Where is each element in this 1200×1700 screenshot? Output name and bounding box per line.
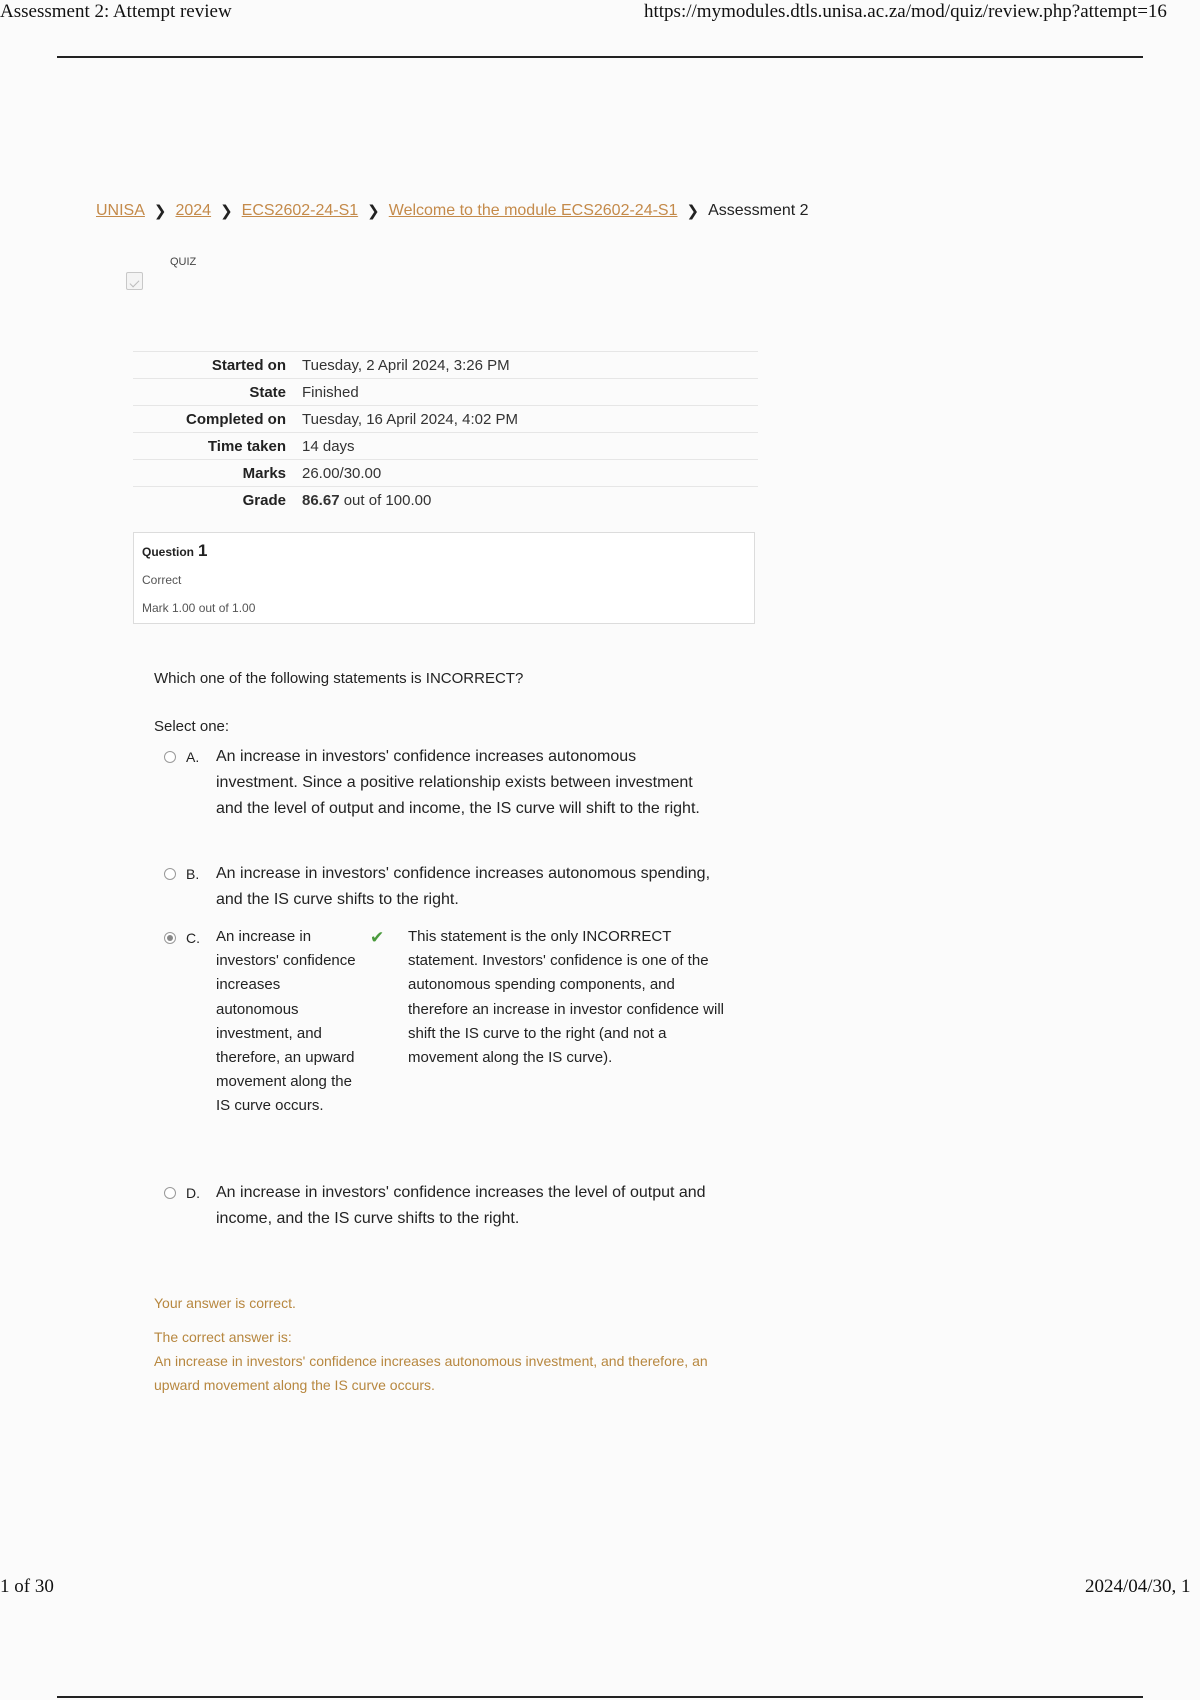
breadcrumb-link-year[interactable]: 2024: [175, 202, 212, 219]
breadcrumb-link-course[interactable]: ECS2602-24-S1: [241, 202, 359, 219]
question-text: Which one of the following statements is INCORRECT?: [154, 670, 524, 687]
question-state: Correct: [142, 573, 182, 587]
option-letter: D.: [186, 1185, 200, 1201]
summary-label: State: [133, 379, 286, 406]
print-header-url: https://mymodules.dtls.unisa.ac.za/mod/quiz/review.php?attempt=16: [644, 1, 1167, 22]
summary-value: 14 days: [286, 433, 758, 460]
radio-button[interactable]: [164, 751, 176, 763]
quiz-icon: [126, 272, 143, 290]
checkmark-icon: ✔: [370, 928, 385, 947]
summary-row: [133, 406, 758, 433]
footer-divider: [57, 1696, 1143, 1698]
breadcrumb: [96, 202, 809, 220]
summary-value: Tuesday, 16 April 2024, 4:02 PM: [286, 406, 758, 433]
option-letter: C.: [186, 930, 200, 946]
option-text: An increase in investors' confidence increases autonomous investment, and therefore, an upward movement along the IS curve occurs.: [216, 928, 356, 1115]
summary-label: Time taken: [133, 433, 286, 460]
activity-type-label: QUIZ: [170, 256, 197, 268]
chevron-right-icon: ❯: [220, 203, 233, 220]
breadcrumb-current: Assessment 2: [708, 202, 809, 219]
summary-value: [286, 487, 758, 514]
right-answer: [154, 1325, 714, 1397]
chevron-right-icon: ❯: [686, 203, 700, 220]
print-footer-date: 2024/04/30, 1: [1085, 1576, 1191, 1597]
chevron-right-icon: ❯: [153, 203, 167, 220]
breadcrumb-link-section[interactable]: Welcome to the module ECS2602-24-S1: [388, 202, 678, 219]
summary-row: [133, 487, 758, 514]
answer-prompt: Select one:: [154, 718, 230, 735]
radio-button-selected[interactable]: [164, 932, 176, 944]
right-answer-label: The correct answer is:: [154, 1329, 292, 1345]
option-text: An increase in investors' confidence increases autonomous spending, and the IS curve shifts to the right.: [216, 865, 711, 908]
grade-value: 86.67: [302, 491, 340, 509]
summary-label: Marks: [133, 460, 286, 487]
radio-button[interactable]: [164, 1187, 176, 1199]
print-footer-page-number: 1 of 30: [0, 1576, 54, 1597]
summary-value: Finished: [286, 379, 758, 406]
question-outcome: [154, 1295, 714, 1397]
question-mark: Mark 1.00 out of 1.00: [142, 601, 256, 615]
radio-button[interactable]: [164, 868, 176, 880]
question-info-box: [133, 532, 755, 624]
attempt-summary-table: [133, 351, 758, 513]
option-letter: A.: [186, 749, 200, 765]
chevron-right-icon: ❯: [367, 203, 380, 220]
summary-row: [133, 352, 758, 379]
breadcrumb-link-unisa[interactable]: UNISA: [96, 202, 145, 219]
summary-value: Tuesday, 2 April 2024, 3:26 PM: [286, 352, 758, 379]
summary-label: Completed on: [133, 406, 286, 433]
summary-row: [133, 379, 758, 406]
question-prefix: Question: [142, 545, 195, 559]
option-letter: B.: [186, 866, 200, 882]
summary-label: Started on: [133, 352, 286, 379]
header-divider: [57, 56, 1143, 58]
grade-suffix: out of 100.00: [339, 491, 432, 509]
question-number: [142, 541, 207, 561]
option-text: An increase in investors' confidence increases the level of output and income, and the IS curve shifts to the right.: [216, 1184, 706, 1227]
summary-label: Grade: [133, 487, 286, 514]
question-number-value: 1: [198, 541, 208, 560]
right-answer-text: An increase in investors' confidence increases autonomous investment, and therefore, an upward movement along the IS curve occurs.: [154, 1353, 708, 1393]
feedback-message: Your answer is correct.: [154, 1295, 296, 1311]
summary-value: 26.00/30.00: [286, 460, 758, 487]
option-text: An increase in investors' confidence increases autonomous investment. Since a positive relationship exists between investment and the level of output and income, the IS curve will shift to the right.: [216, 748, 700, 817]
option-feedback: This statement is the only INCORRECT statement. Investors' confidence is one of the autonomous spending components, and therefore an increase in investor confidence will shift the IS curve to the right (and not a movement along the IS curve).: [408, 928, 725, 1067]
print-header-title: Assessment 2: Attempt review: [0, 1, 232, 22]
summary-row: [133, 433, 758, 460]
summary-row: [133, 460, 758, 487]
